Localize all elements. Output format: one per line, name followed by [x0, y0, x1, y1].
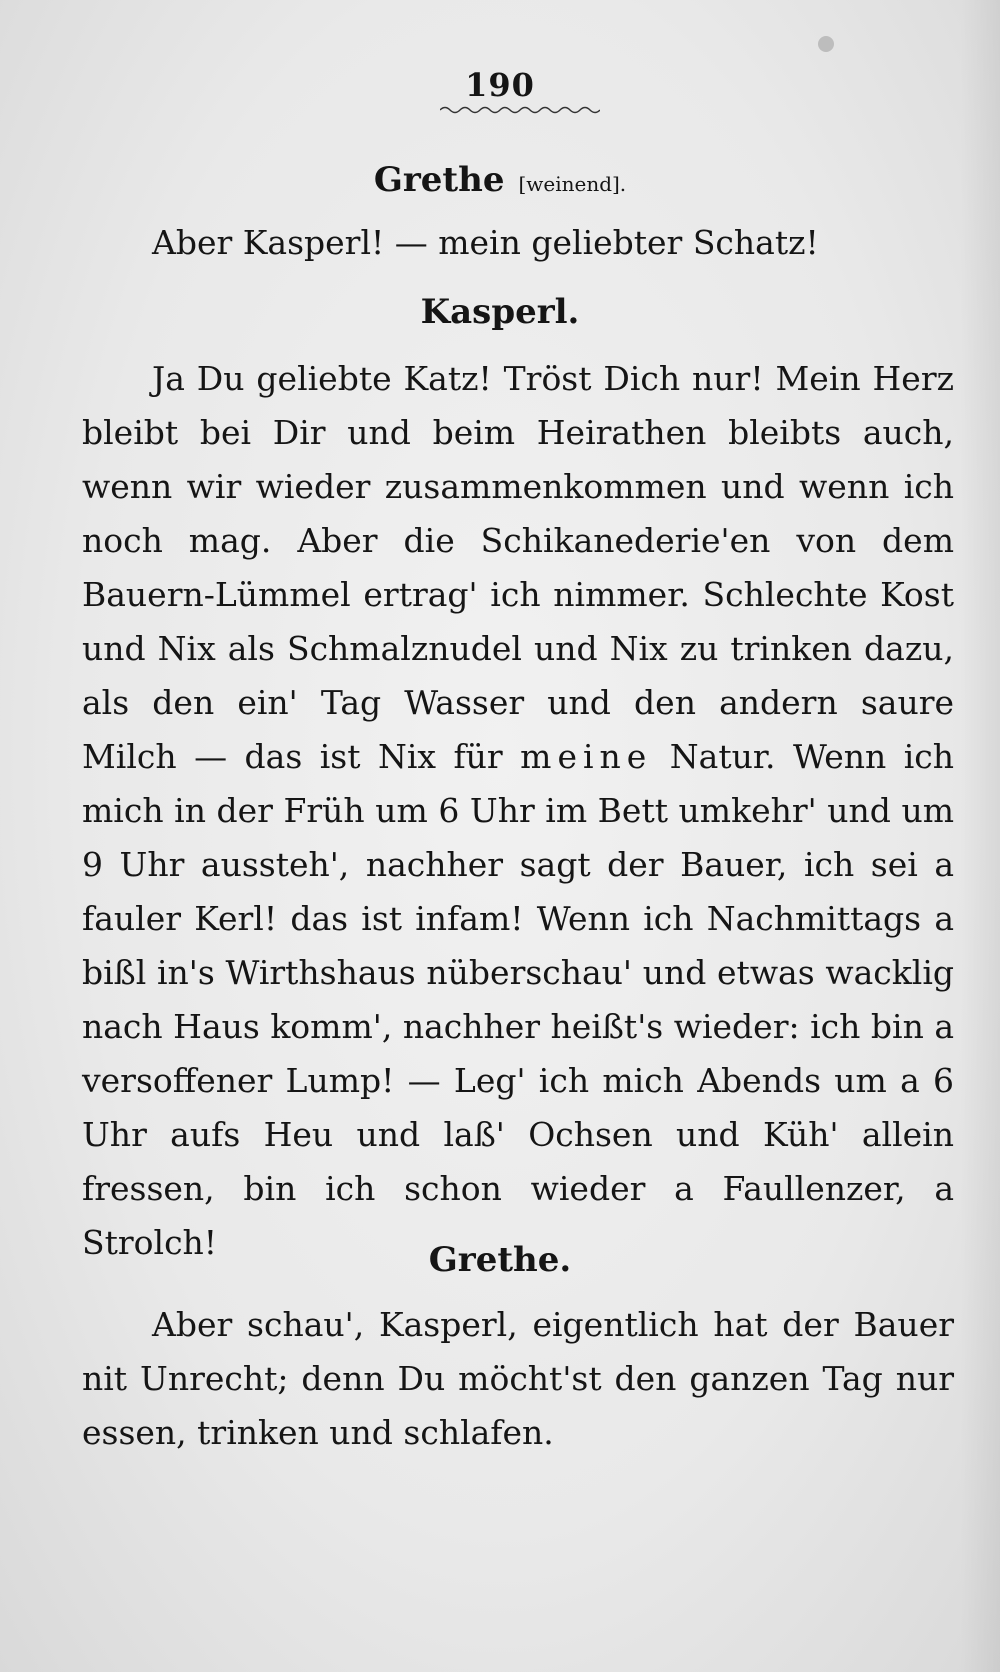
speaker-name: Grethe [373, 160, 505, 200]
stage-direction: [weinend]. [518, 172, 627, 196]
paper-spot [818, 36, 834, 52]
speech-text: Aber schau', Kasperl, eigentlich hat der Bauer nit Unrecht; denn Du möcht'st den ganzen Tag nur essen, trinken und schlafen. [82, 1305, 954, 1452]
speaker-name: Grethe. [428, 1240, 572, 1280]
speech-segment: Natur. Wenn ich mich in der Früh um 6 Uhr im Bett umkehr' und um 9 Uhr aussteh', nachher sagt der Bauer, ich sei a fauler Kerl! das ist infam! Wenn ich Nachmittags a bißl in's Wirthshaus nüberschau' und etwas wacklig nach Haus komm', nachher heißt's wieder: ich bin a versoffener Lump! — Leg' ich mich Abends um a 6 Uhr aufs Heu und laß' Ochsen und Küh' allein fressen, bin ich schon wieder a Faullenzer, a Strolch! [82, 737, 954, 1262]
page-edge-shadow [960, 0, 1000, 1672]
speaker-heading [0, 292, 1000, 332]
speech-text: Aber Kasperl! — mein geliebter Schatz! [152, 223, 819, 262]
ornament-rule [440, 104, 600, 116]
speaker-name: Kasperl. [420, 292, 580, 332]
page-number: 190 [465, 66, 535, 104]
speaker-heading [0, 1240, 1000, 1280]
emphasized-word: meine [520, 737, 653, 776]
speech-text [82, 352, 954, 1270]
speech-segment: Ja Du geliebte Katz! Tröst Dich nur! Mein Herz bleibt bei Dir und beim Heirathen bleibts auch, wenn wir wieder zusammenkommen und wenn ich noch mag. Aber die Schikanederie'en von dem Bauern-Lümmel ertrag' ich nimmer. Schlechte Kost und Nix als Schmalznudel und Nix zu trinken dazu, als den ein' Tag Wasser und den andern saure Milch — das ist Nix für [82, 359, 954, 776]
speaker-heading [0, 160, 1000, 200]
